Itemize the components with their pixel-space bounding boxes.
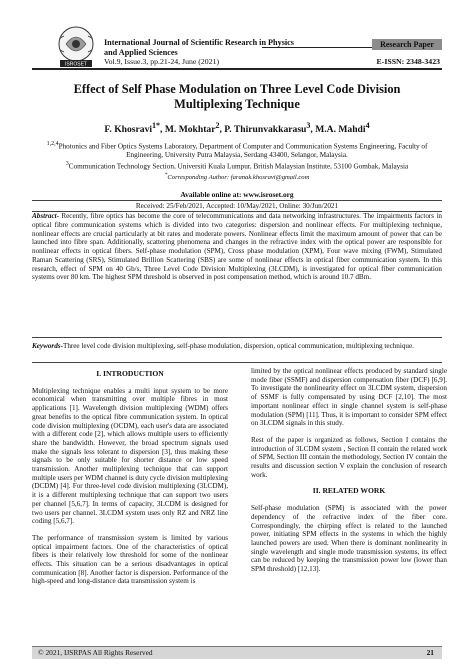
affil-text: Communication Technology Section, Universiti Kuala Lumpur, British Malaysian Institute, 53100 Gombak, Malaysia (68, 162, 409, 171)
corresponding-author: *Corresponding Author: faranak.khosravi@gmail.com (164, 172, 310, 182)
affiliations (36, 140, 438, 171)
header-divider (32, 68, 442, 70)
affil-text: Photonics and Fiber Optics Systems Laboratory, Department of Computer and Communication Systems Engineering, Faculty of Engineering, University Putra Malaysia, Serdang 43400, Selangor, Malaysia. (58, 142, 428, 160)
title-rule (262, 47, 372, 48)
author-name: F. Khosravi (104, 124, 153, 136)
corresponding-text: Corresponding Author: faranak.khosravi@gmail.com (167, 174, 310, 182)
keywords-rule (32, 362, 442, 363)
affil-superscript: 3 (65, 160, 69, 167)
abstract-label: Abstract- (32, 212, 59, 220)
author-superscript: 4 (365, 121, 370, 130)
journal-title: International Journal of Scientific Research in Physics and Applied Sciences (104, 38, 294, 57)
body-paragraph: Rest of the paper is organized as follows, Section I contains the introduction of 3LCDM system , Section II contain the related work of SPM, Section III contain the methodology, Section IV contain the results and discussion section V explain the conclusion of research work. (251, 435, 447, 479)
body-paragraph: Multiplexing technique enables a multi input system to be more economical when transmitting over multiple fibres in most applications [1]. Wavelength division multiplexing (WDM) offers great benefits to the optical fibre communication system. In optical code division multiplexing (OCDM), each user's data are associated with a different code [2], which allows multiple users to efficiently share the bandwidth. However, the broad spectrum signals used make the signals less tolerant to dispersion [3], thus making these signals to be only suitable for shorter distance or low speed transmission. Another multiplexing technique that can support multiple users per WDM channel is duty cycle division multiplexing (DCDM) [4]. For three-level code division multiplexing (3LCDM), it is a different multiplexing technique that can support two users per channel [5,6,7]. In terms of capacity, 3LCDM is designed for two users per channel. 3LCDM system uses only RZ and NRZ line coding [5,6,7]. (32, 386, 229, 526)
author-list: F. Khosravi$^{1*}$, M. Mokhtar$^2$, P. Thirunvakkarasu$^3$, M.A. Mahdi$^4$ (104, 121, 370, 136)
section-heading-related-work: II. RELATED WORK (312, 486, 386, 496)
author-superscript: 3 (306, 121, 311, 130)
issn: E-ISSN: 2348-3423 (376, 57, 440, 66)
author-name: M.A. Mahdi (315, 124, 366, 136)
affil-superscript: 1,2,4 (46, 141, 59, 147)
article-type-badge: Research Paper (372, 39, 442, 50)
keywords-label: Keywords- (32, 342, 63, 350)
section-heading-introduction: I. INTRODUCTION (96, 369, 164, 378)
copyright: © 2021, IJSRPAS All Rights Reserved (38, 648, 153, 657)
dates-rule-top (32, 200, 442, 201)
right-column (251, 367, 447, 582)
left-column (32, 370, 228, 594)
abstract (32, 212, 442, 282)
author-superscript: 2 (215, 121, 220, 130)
logo-text: ISROSET (65, 61, 87, 68)
author-name: P. Thirunvakkarasu (224, 124, 307, 136)
author-name: M. Mokhtar (164, 124, 216, 136)
paper-title: Effect of Self Phase Modulation on Three Level Code Division Multiplexing Technique (73, 82, 401, 111)
keywords-text: Three level code division multiplexing, self-phase modulation, dispersion, optical communication, multiplexing technique. (62, 342, 414, 350)
received-dates: Received: 25/Feb/2021, Accepted: 10/May/2021, Online: 30/Jun/2021 (135, 202, 339, 210)
abstract-text: Recently, fibre optics has become the core of telecommunications and data networking infrastructures. The impairments factors in optical fibre communication systems which is divided into two categories: dispersion and nonlinear effects. For multiplexing technique, nonlinear effects are crucial particularly at bit rates and moderate powers. Nonlinear effects limit the maximum amount of power that can be launched into fibre span. Additionally, scattering phenomena and changes in the refractive index with the optical power are responsible for nonlinear effects in optical fibers. Self-phase modulation (SPM), Cross phase modulation (XPM), Four wave mixing (FWM), Stimulated Raman Scattering (SRS), Stimulated Brillion Scattering (SBS) are some of nonlinear effects in optical fiber communication system. In this research, effect of SPM on 40 Gb/s, Three Level Code Division Multiplexing (3LCDM), is investigated for optical fiber communication systems over 80 km. The highest SPM threshold is observed in post compensation method, which is around 10.7 dBm. (32, 212, 442, 282)
body-paragraph: Self-phase modulation (SPM) is associated with the power dependency of the refractive index of the fiber core. Correspondingly, the chirping effect is related to the launched power, initiating SPM effects in the systems in which the highly launched powers are used. When there is dominant nonlinearity in single wavelength and single mode transmission systems, its effect can be reduced by keeping the transmission power low (lower than SPM threshold) [12,13]. (251, 504, 447, 574)
body-paragraph: limited by the optical nonlinear effects produced by standard single mode fiber (SSMF) and dispersion compensation fiber (DCF) [6,9]. To investigate the nonlinearity effect on 3LCDM system, dispersion of SSMF is fully compensated by using DCF [2,10]. The most important nonlinear effect in single channel system is self-phase modulation (SPM) [11]. Thus, it is important to consider SPM effect on 3LCDM signals in this study. (251, 367, 447, 428)
page-footer (32, 646, 442, 659)
keywords (32, 342, 442, 351)
abstract-rule (32, 337, 442, 338)
available-online: Available online at: www.isroset.org (180, 190, 294, 199)
journal-logo (56, 24, 96, 68)
volume-info: Vol.9, Issue.3, pp.21-24, June (2021) (104, 57, 220, 66)
page-number: 21 (426, 648, 434, 657)
author-superscript: 1* (152, 121, 161, 130)
body-paragraph: The performance of transmission system is limited by various optical impairment factors. One of the characteristics of optical fibers is their relatively low threshold for some of the nonlinear effects. This situation can be a serious disadvantages in optical communication [8]. Another factor is dispersion. Performance of the high-speed and long-distance data transmission system is (32, 533, 228, 586)
